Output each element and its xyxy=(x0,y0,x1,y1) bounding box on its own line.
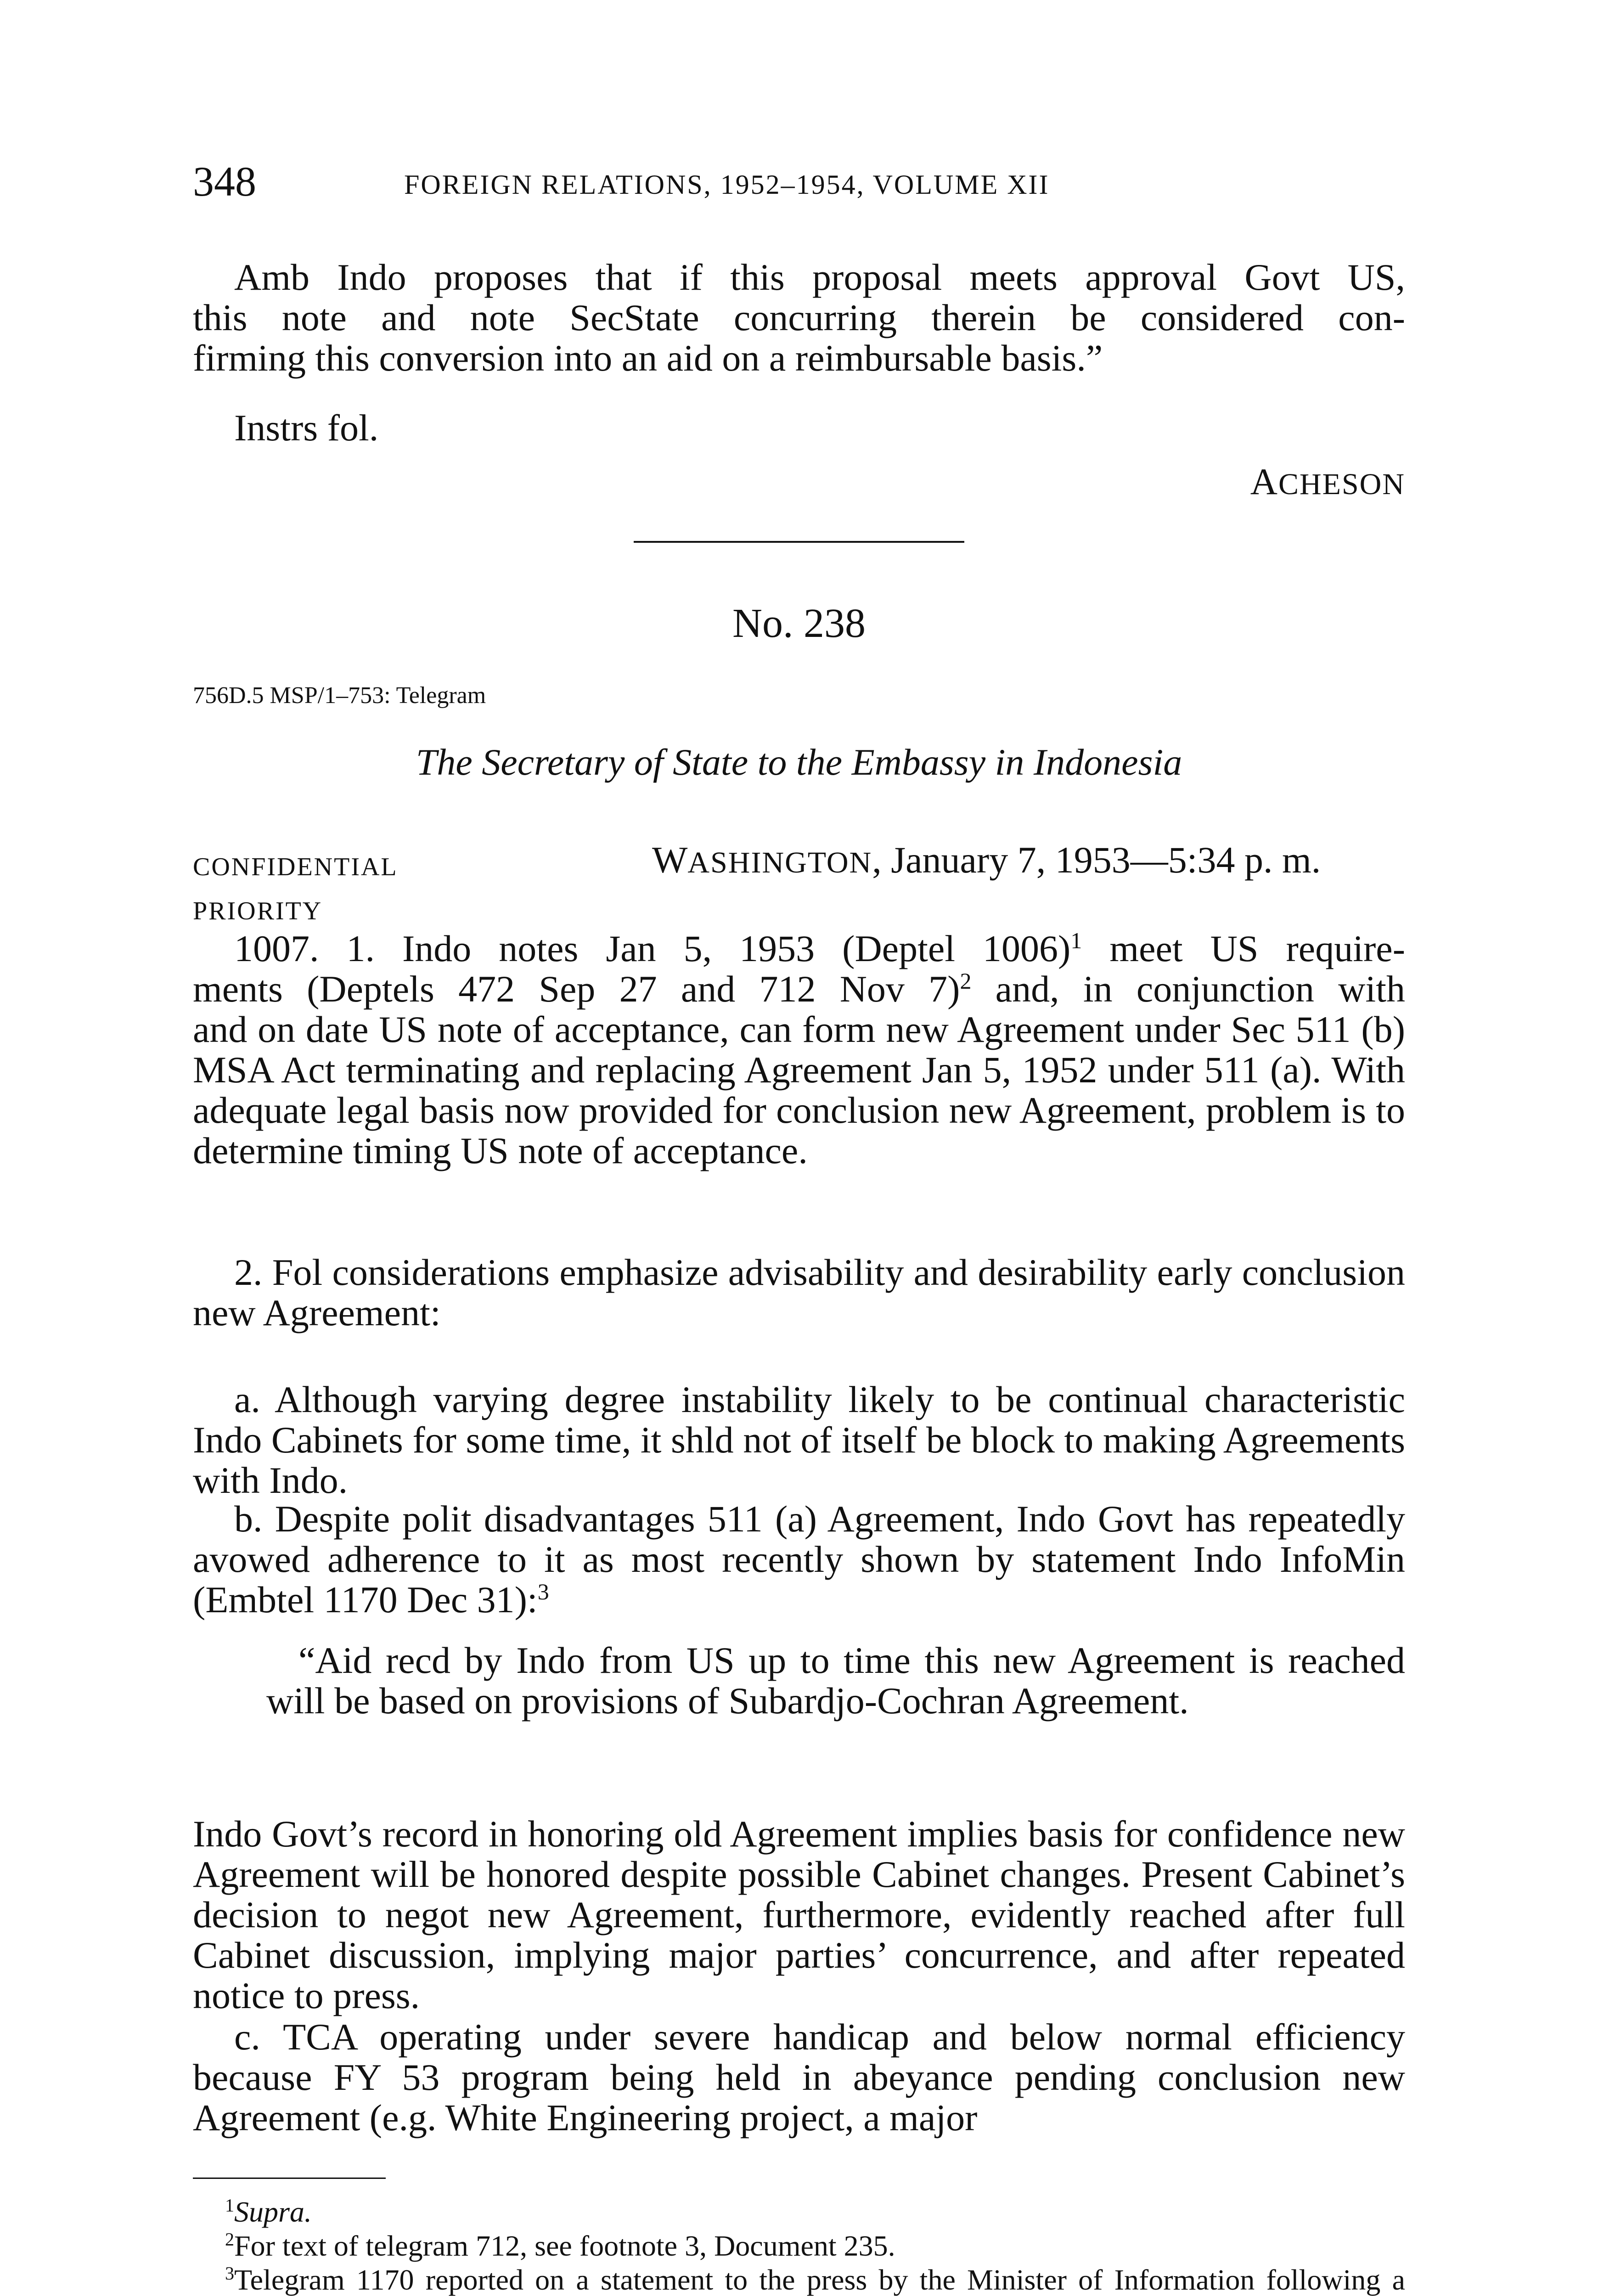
paragraph-1-text-b: meet US require- xyxy=(1082,928,1405,969)
carryover-line-3: firming this conversion into an aid on a reimbursable basis.” xyxy=(193,337,1103,379)
dateline-place-rest: ASHINGTON xyxy=(687,846,872,879)
classification-label: CONFIDENTIAL xyxy=(193,853,398,881)
paragraph-1 xyxy=(193,929,1405,1171)
paragraph-1-line-2 xyxy=(193,969,1405,1009)
carryover-line-1: Amb Indo proposes that if this proposal meets approval Govt US, xyxy=(234,256,1405,298)
signature-name: ACHESON xyxy=(1250,461,1405,502)
paragraph-a xyxy=(193,1379,1405,1501)
paragraph-c xyxy=(193,2017,1405,2138)
paragraph-1-rest: and on date US note of acceptance, can form new Agreement under Sec 511 (b) MSA Act terminating and replacing Agreement Jan 5, 1952 under 511 (a). With adequate legal basis now provided for conclusion new Agreement, problem is to determine timing US note of acceptance. xyxy=(193,1008,1405,1171)
paragraph-b-text: b. Despite polit disadvantages 511 (a) Agreement, Indo Govt has repeatedly avowed adherence to it as most recently shown by statement Indo InfoMin (Embtel 1170 Dec 31): xyxy=(193,1498,1405,1621)
classification-block xyxy=(193,845,398,933)
footnote-2-mark: 2 xyxy=(225,2229,234,2250)
page-header xyxy=(193,156,1410,211)
dateline-date: , January 7, 1953—5:34 p. m. xyxy=(872,839,1321,881)
paragraph-after-quote-text: Indo Govt’s record in honoring old Agreement implies basis for confidence new Agreement will be honored despite possible Cabinet changes. Present Cabinet’s decision to negot new Agreement, furthermore, evidently reached after full Cabinet discussion, implying major parties’ concurrence, and after repeated notice to press. xyxy=(193,1813,1405,2016)
footnote-3-text: Telegram 1170 reported on a statement to the press by the Minister of Information following a xyxy=(234,2263,1405,2296)
carryover-line-2: this note and note SecState concurring therein be considered con- xyxy=(193,297,1405,338)
carryover-paragraph xyxy=(193,257,1405,378)
footnote-divider xyxy=(193,2178,386,2179)
file-reference: 756D.5 MSP/1–753: Telegram xyxy=(193,682,486,709)
running-head: FOREIGN RELATIONS, 1952–1954, VOLUME XII xyxy=(404,169,1050,200)
paragraph-2 xyxy=(193,1252,1405,1333)
document-number: No. 238 xyxy=(732,601,866,646)
instructions-text: Instrs fol. xyxy=(234,407,379,449)
paragraph-1-text-a: 1007. 1. Indo notes Jan 5, 1953 (Deptel 1006) xyxy=(234,928,1071,969)
paragraph-c-text: c. TCA operating under severe handicap and below normal efficiency because FY 53 program being held in abeyance pending conclusion new Agreement (e.g. White Engineering project, a major xyxy=(193,2016,1405,2138)
footnote-3-mark: 3 xyxy=(225,2263,234,2284)
footnote-3 xyxy=(193,2263,1405,2296)
footnote-1 xyxy=(193,2195,1405,2229)
paragraph-1-text-c: ments (Deptels 472 Sep 27 and 712 Nov 7) xyxy=(193,968,960,1010)
paragraph-b xyxy=(193,1499,1405,1620)
footnote-2 xyxy=(193,2229,1405,2263)
section-divider xyxy=(634,541,964,543)
footnote-ref-1[interactable]: 1 xyxy=(1070,928,1082,953)
paragraph-after-quote xyxy=(193,1814,1405,2016)
footnote-1-text: Supra. xyxy=(234,2195,312,2228)
page-number: 348 xyxy=(193,158,256,205)
paragraph-a-text: a. Although varying degree instability likely to be continual characteristic Indo Cabinets for some time, it shld not of itself be block to making Agreements with Indo. xyxy=(193,1379,1405,1501)
footnotes xyxy=(193,2195,1405,2296)
footnote-2-text: For text of telegram 712, see footnote 3, Document 235. xyxy=(234,2229,895,2262)
signature-name-rest: CHESON xyxy=(1278,467,1405,501)
instructions-line xyxy=(193,408,1405,448)
document-title: The Secretary of State to the Embassy in Indonesia xyxy=(416,741,1182,783)
block-quote: “Aid recd by Indo from US up to time this new Agreement is reached will be based on provisions of Subardjo-Cochran Agreement. xyxy=(266,1639,1405,1722)
precedence-label: PRIORITY xyxy=(193,897,323,925)
signature xyxy=(1250,461,1405,505)
dateline xyxy=(652,837,1321,886)
paragraph-1-line-1 xyxy=(193,929,1405,969)
dateline-place: WASHINGTON xyxy=(652,839,872,881)
footnote-1-mark: 1 xyxy=(225,2195,234,2216)
paragraph-b-line xyxy=(193,1499,1405,1620)
footnote-ref-3[interactable]: 3 xyxy=(537,1579,549,1604)
paragraph-2-text: 2. Fol considerations emphasize advisability and desirability early conclusion new Agreement: xyxy=(193,1251,1405,1334)
footnote-ref-2[interactable]: 2 xyxy=(960,968,972,994)
paragraph-1-text-d: and, in conjunction with xyxy=(971,968,1405,1010)
